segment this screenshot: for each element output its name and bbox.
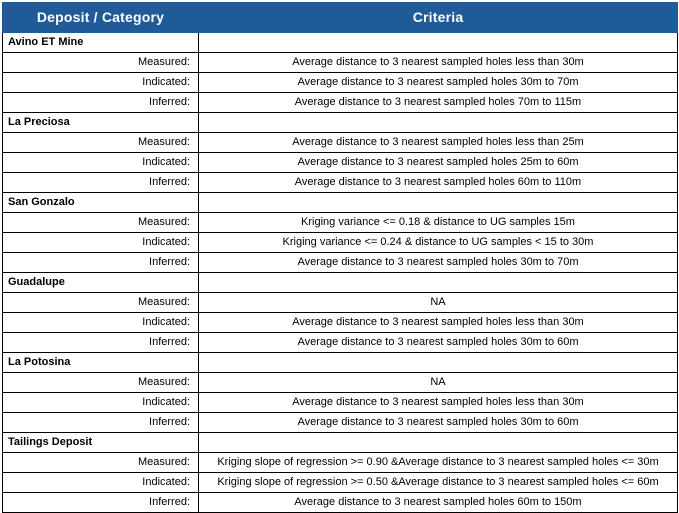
criteria-cell	[199, 273, 678, 293]
criteria-cell: Kriging slope of regression >= 0.50 &Average distance to 3 nearest sampled holes <= 60m	[199, 473, 678, 493]
table-row	[3, 113, 678, 133]
criteria-cell	[199, 193, 678, 213]
criteria-cell	[199, 353, 678, 373]
table-header	[3, 3, 678, 33]
category-name-cell: Measured:	[3, 133, 199, 153]
deposit-name-cell: Tailings Deposit	[3, 433, 199, 453]
table-row	[3, 253, 678, 273]
category-name-cell: Measured:	[3, 453, 199, 473]
criteria-cell: Kriging variance <= 0.24 & distance to UG samples < 15 to 30m	[199, 233, 678, 253]
column-header-deposit-category: Deposit / Category	[3, 3, 199, 33]
deposit-name-cell: Avino ET Mine	[3, 33, 199, 53]
category-name-cell: Inferred:	[3, 333, 199, 353]
criteria-cell: Average distance to 3 nearest sampled holes less than 30m	[199, 393, 678, 413]
deposit-name-cell: San Gonzalo	[3, 193, 199, 213]
table-row	[3, 73, 678, 93]
column-header-criteria: Criteria	[199, 3, 678, 33]
criteria-cell: Average distance to 3 nearest sampled holes 30m to 60m	[199, 333, 678, 353]
table-row	[3, 193, 678, 213]
criteria-cell: Average distance to 3 nearest sampled holes 30m to 60m	[199, 413, 678, 433]
criteria-cell: NA	[199, 373, 678, 393]
deposit-name-cell: La Potosina	[3, 353, 199, 373]
criteria-cell	[199, 113, 678, 133]
criteria-cell: Average distance to 3 nearest sampled holes less than 30m	[199, 313, 678, 333]
table-row	[3, 333, 678, 353]
table-row	[3, 213, 678, 233]
category-name-cell: Inferred:	[3, 93, 199, 113]
table-row	[3, 33, 678, 53]
category-name-cell: Indicated:	[3, 393, 199, 413]
table-row	[3, 293, 678, 313]
table-row	[3, 313, 678, 333]
category-name-cell: Inferred:	[3, 253, 199, 273]
table-row	[3, 373, 678, 393]
table-row	[3, 133, 678, 153]
criteria-cell	[199, 33, 678, 53]
table-row	[3, 173, 678, 193]
table-row	[3, 93, 678, 113]
table-row	[3, 493, 678, 513]
criteria-cell	[199, 433, 678, 453]
category-name-cell: Indicated:	[3, 233, 199, 253]
category-name-cell: Measured:	[3, 213, 199, 233]
criteria-cell: Average distance to 3 nearest sampled holes 60m to 150m	[199, 493, 678, 513]
resource-classification-table	[2, 2, 678, 513]
table-row	[3, 433, 678, 453]
criteria-cell: Average distance to 3 nearest sampled holes 25m to 60m	[199, 153, 678, 173]
table-row	[3, 393, 678, 413]
category-name-cell: Measured:	[3, 373, 199, 393]
criteria-cell: Kriging slope of regression >= 0.90 &Average distance to 3 nearest sampled holes <= 30m	[199, 453, 678, 473]
table-row	[3, 413, 678, 433]
criteria-cell: Average distance to 3 nearest sampled holes 30m to 70m	[199, 253, 678, 273]
table-row	[3, 453, 678, 473]
criteria-cell: Average distance to 3 nearest sampled holes 30m to 70m	[199, 73, 678, 93]
category-name-cell: Indicated:	[3, 153, 199, 173]
criteria-cell: Average distance to 3 nearest sampled holes 60m to 110m	[199, 173, 678, 193]
table-row	[3, 53, 678, 73]
table-row	[3, 353, 678, 373]
deposit-name-cell: Guadalupe	[3, 273, 199, 293]
table-row	[3, 273, 678, 293]
criteria-cell: Kriging variance <= 0.18 & distance to UG samples 15m	[199, 213, 678, 233]
criteria-cell: Average distance to 3 nearest sampled holes 70m to 115m	[199, 93, 678, 113]
criteria-cell: Average distance to 3 nearest sampled holes less than 25m	[199, 133, 678, 153]
category-name-cell: Indicated:	[3, 473, 199, 493]
criteria-cell: Average distance to 3 nearest sampled holes less than 30m	[199, 53, 678, 73]
table-body	[3, 33, 678, 513]
category-name-cell: Inferred:	[3, 413, 199, 433]
category-name-cell: Inferred:	[3, 173, 199, 193]
category-name-cell: Measured:	[3, 293, 199, 313]
table-row	[3, 233, 678, 253]
header-row	[3, 3, 678, 33]
category-name-cell: Inferred:	[3, 493, 199, 513]
table-row	[3, 153, 678, 173]
category-name-cell: Indicated:	[3, 313, 199, 333]
criteria-cell: NA	[199, 293, 678, 313]
category-name-cell: Measured:	[3, 53, 199, 73]
category-name-cell: Indicated:	[3, 73, 199, 93]
deposit-name-cell: La Preciosa	[3, 113, 199, 133]
table-row	[3, 473, 678, 493]
